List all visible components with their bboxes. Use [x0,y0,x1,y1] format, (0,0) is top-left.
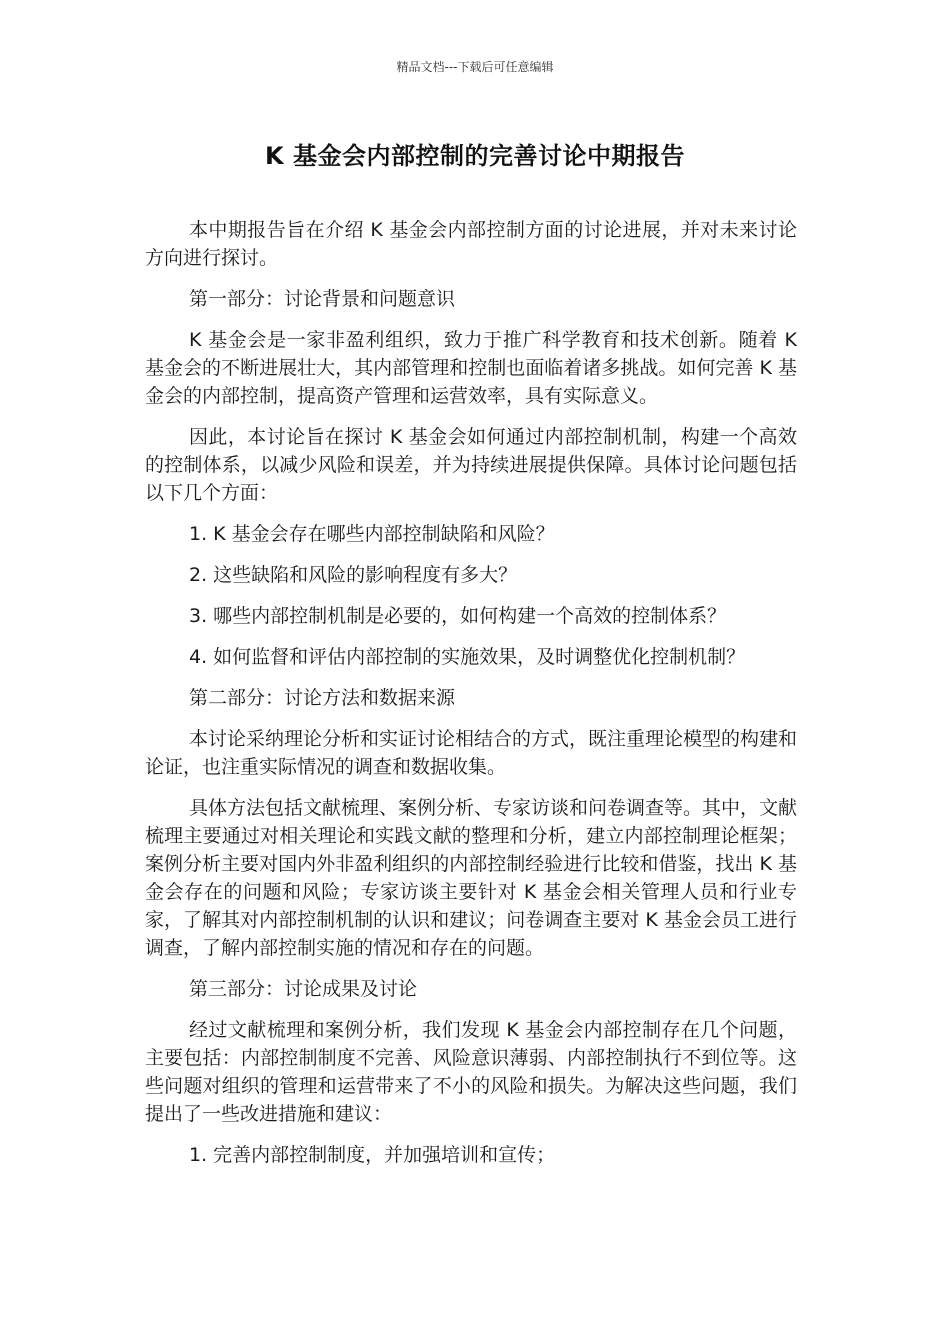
question-item-2: 2. 这些缺陷和风险的影响程度有多大？ [189,564,518,586]
section-heading-part3: 第三部分：讨论成果及讨论 [189,978,418,1000]
paragraph-background: K 基金会是一家非盈利组织，致力于推广科学教育和技术创新。随着 K 基金会的不断进展壮大，其内部管理和控制也面临着诸多挑战。如何完善 K 基金会的内部控制，提高资产管理和运营效率，具有实际意义。 [145,329,797,407]
document-body [145,216,797,1182]
paragraph-research-aim: 因此，本讨论旨在探讨 K 基金会如何通过内部控制机制，构建一个高效的控制体系，以减少风险和误差，并为持续进展提供保障。具体讨论问题包括以下几个方面： [145,426,797,504]
intro-paragraph: 本中期报告旨在介绍 K 基金会内部控制方面的讨论进展，并对未来讨论方向进行探讨。 [145,219,797,269]
paragraph-method: 本讨论采纳理论分析和实证讨论相结合的方式，既注重理论模型的构建和论证，也注重实际情况的调查和数据收集。 [145,728,798,778]
paragraph-method-details: 具体方法包括文献梳理、案例分析、专家访谈和问卷调查等。其中，文献梳理主要通过对相关理论和实践文献的整理和分析，建立内部控制理论框架；案例分析主要对国内外非盈利组织的内部控制经验进行比较和借鉴，找出 K 基金会存在的问题和风险；专家访谈主要针对 K 基金会相关管理人员和行业专家，了解其对内部控制机制的认识和建议；问卷调查主要对 K 基金会员工进行调查，了解内部控制实施的情况和存在的问题。 [145,797,798,959]
document-title: K 基金会内部控制的完善讨论中期报告 [265,142,685,170]
paragraph-findings: 经过文献梳理和案例分析，我们发现 K 基金会内部控制存在几个问题，主要包括：内部控制制度不完善、风险意识薄弱、内部控制执行不到位等。这些问题对组织的管理和运营带来了不小的风险和损失。为解决这些问题，我们提出了一些改进措施和建议： [145,1019,797,1125]
header-note: 精品文档---下载后可任意编辑 [396,60,554,74]
section-heading-part2: 第二部分：讨论方法和数据来源 [189,687,456,709]
question-item-1: 1. K 基金会存在哪些内部控制缺陷和风险？ [189,523,555,545]
section-heading-part1: 第一部分：讨论背景和问题意识 [189,288,456,310]
question-item-3: 3. 哪些内部控制机制是必要的，如何构建一个高效的控制体系？ [189,605,727,627]
question-item-4: 4. 如何监督和评估内部控制的实施效果，及时调整优化控制机制？ [189,646,746,668]
measure-item-1: 1. 完善内部控制制度，并加强培训和宣传； [189,1144,556,1166]
